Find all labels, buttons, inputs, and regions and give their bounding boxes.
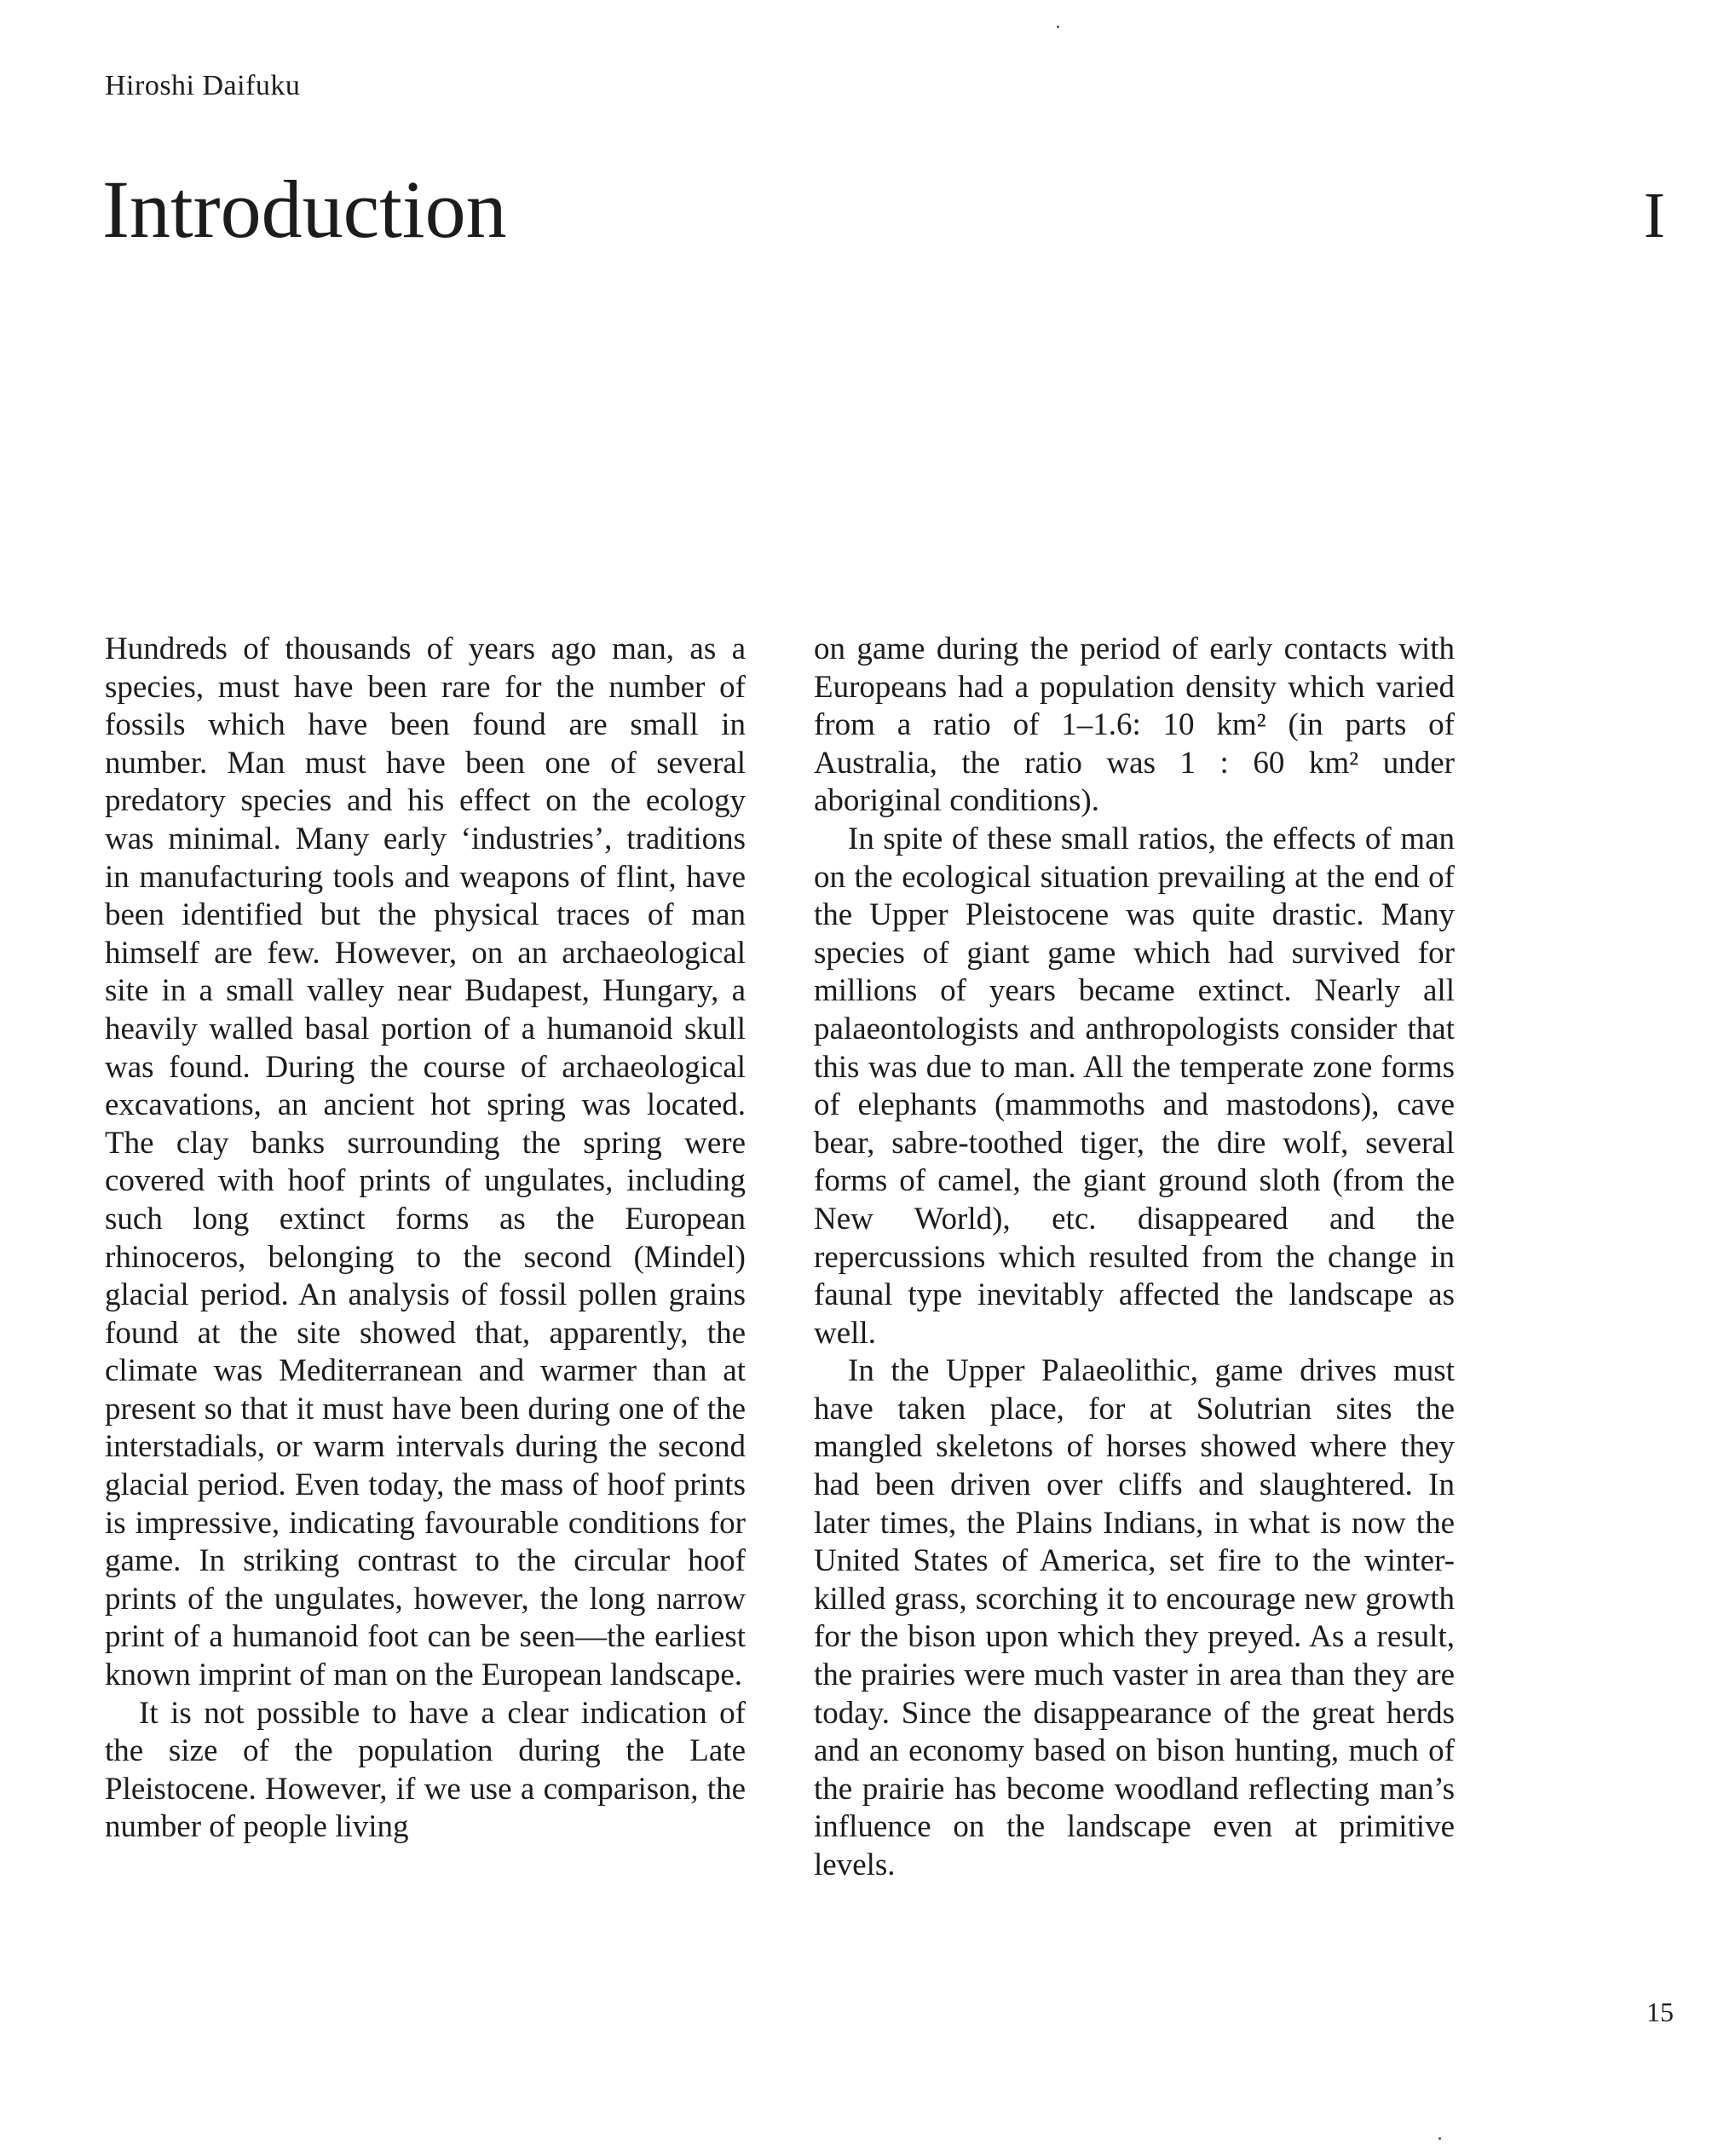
text-column-right <box>814 631 1455 1885</box>
paragraph: In the Upper Palaeolithic, game drives must have taken place, for at Solutrian sites the mangled skeletons of horses showed where they had been driven over cliffs and slaughtered. In later times, the Plains Indians, in what is now the United States of America, set fire to the winter-killed grass, scorching it to encourage new growth for the bison upon which they preyed. As a result, the prairies were much vaster in area than they are today. Since the disappearance of the great herds and an economy based on bison hunting, much of the prairie has become woodland reflecting man’s influence on the landscape even at primitive levels. <box>814 1353 1455 1882</box>
paragraph: on game during the period of early contacts with Europeans had a population density which varied from a ratio of 1–1.6: 10 km² (in parts of Australia, the ratio was 1 : 60 km² under aboriginal conditions). <box>814 631 1455 819</box>
chapter-number: I <box>1643 180 1665 251</box>
scan-speck-bottom <box>1438 2137 1441 2140</box>
paragraph: Hundreds of thousands of years ago man, as a species, must have been rare for the number of fossils which have been found are small in number. Man must have been one of several predatory species and his effect on the ecology was minimal. Many early ‘industries’, traditions in manufacturing tools and weapons of flint, have been identified but the physical traces of man himself are few. However, on an archaeological site in a small valley near Budapest, Hungary, a heavily walled basal portion of a humanoid skull was found. During the course of archaeological excavations, an ancient hot spring was located. The clay banks surrounding the spring were covered with hoof prints of ungulates, including such long extinct forms as the European rhinoceros, belonging to the second (Mindel) glacial period. An analysis of fossil pollen grains found at the site showed that, apparently, the climate was Mediterranean and warmer than at present so that it must have been during one of the interstadials, or warm intervals during the second glacial period. Even today, the mass of hoof prints is impressive, indicating favourable conditions for game. In striking contrast to the circular hoof prints of the ungulates, however, the long narrow print of a humanoid foot can be seen—the earliest known imprint of man on the European landscape. <box>105 631 746 1693</box>
text-column-left <box>105 631 746 1847</box>
author-name: Hiroshi Daifuku <box>105 70 301 101</box>
chapter-title: Introduction <box>102 164 507 255</box>
paragraph: It is not possible to have a clear indication of the size of the population during the Late Pleistocene. However, if we use a comparison, the number of people living <box>105 1695 746 1845</box>
page-number: 15 <box>1646 1997 1674 2027</box>
paragraph: In spite of these small ratios, the effects of man on the ecological situation prevailing at the end of the Upper Pleistocene was quite drastic. Many species of giant game which had survived for millions of years became extinct. Nearly all palaeontologists and anthropologists consider that this was due to man. All the temperate zone forms of elephants (mammoths and mastodons), cave bear, sabre-toothed tiger, the dire wolf, several forms of camel, the giant ground sloth (from the New World), etc. disappeared and the repercussions which resulted from the change in faunal type inevitably affected the landscape as well. <box>814 821 1455 1351</box>
scan-speck-top <box>1057 26 1059 28</box>
